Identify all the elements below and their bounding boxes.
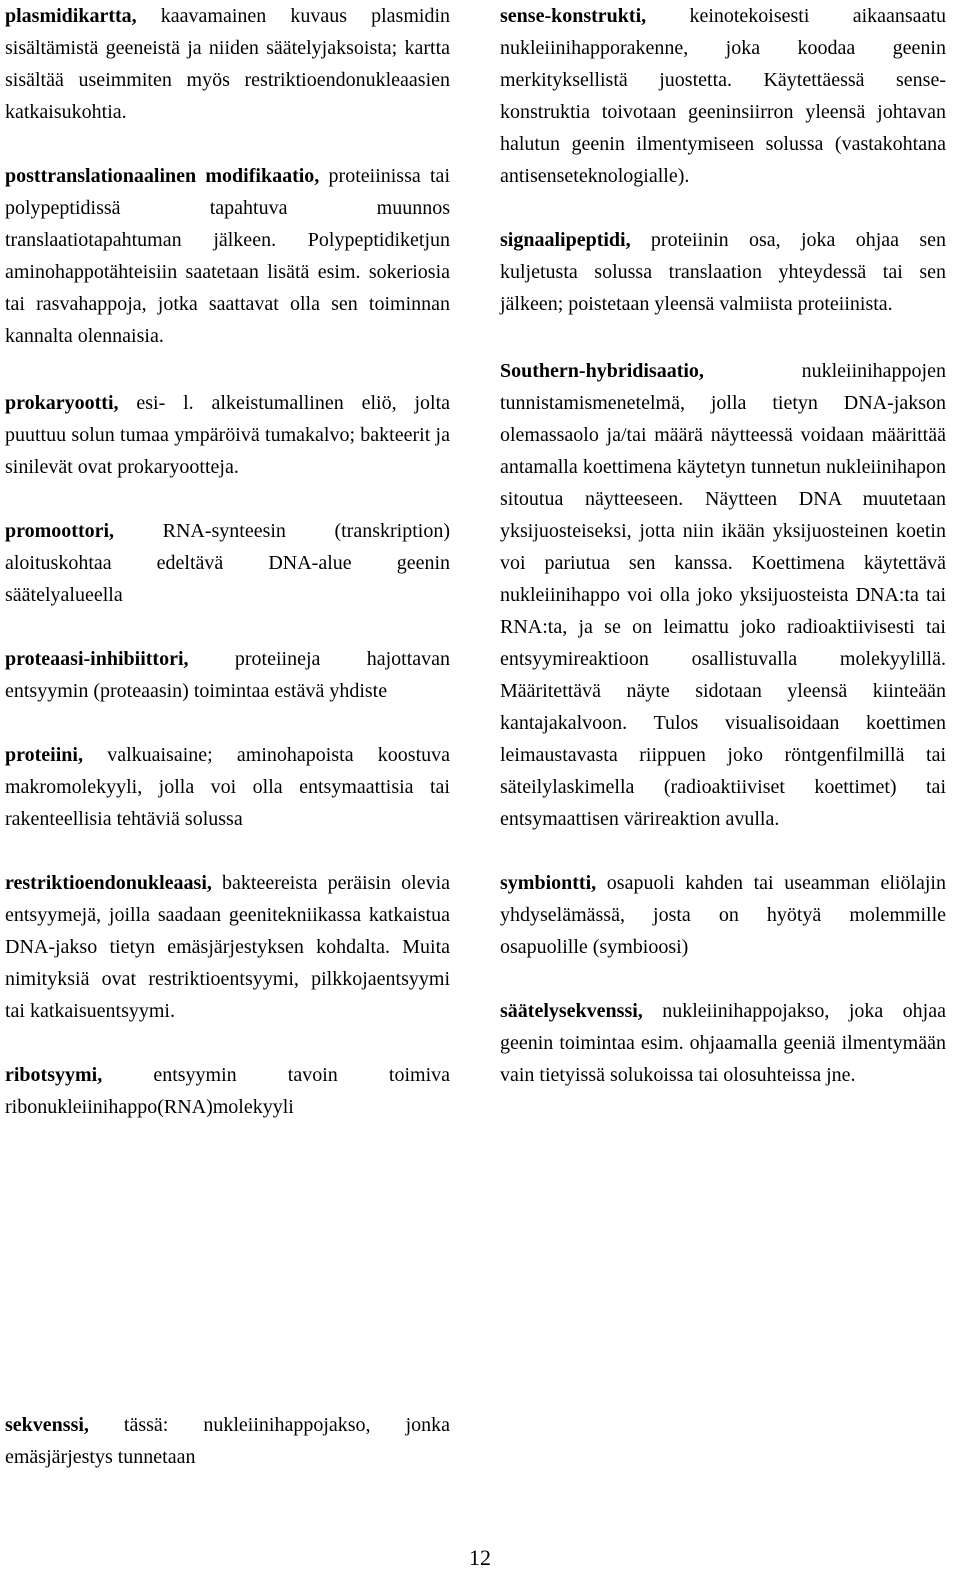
entry-definition: entsyymin tavoin toimiva ribonukleiinihappo(RNA)molekyyli (5, 1064, 450, 1118)
entry-definition: proteiinin osa, joka ohjaa sen kuljetusta solussa translaation yhteydessä tai sen jälkeen; poistetaan yleensä valmiista proteiinista. (500, 229, 946, 315)
entry-definition: proteiineja hajottavan entsyymin (proteaasin) toimintaa estävä yhdiste (5, 648, 450, 702)
glossary-entry-saatelysekvenssi (500, 995, 946, 1091)
entry-term: Southern-hybridisaatio, (500, 360, 704, 382)
left-column (5, 0, 451, 1468)
glossary-entry-sekvenssi (5, 1409, 450, 1473)
entry-term: posttranslationaalinen modifikaatio, (5, 165, 320, 187)
entry-definition: bakteereista peräisin olevia entsyymejä, joilla saadaan geenitekniikassa katkaistua DNA-jakso tietyn emäsjärjestyksen kohdalta. Muita nimityksiä ovat restriktioentsyymi, pilkkojaentsyymi tai katkaisuentsyymi. (5, 872, 450, 1022)
glossary-entry-ribotsyymi (5, 1059, 450, 1123)
glossary-entry-symbiontti (500, 867, 946, 963)
glossary-entry-signaalipeptidi (500, 224, 946, 320)
entry-definition: RNA-synteesin (transkription) aloituskohtaa edeltävä DNA-alue geenin säätelyalueella (5, 520, 450, 606)
entry-definition: esi- l. alkeistumallinen eliö, jolta puuttuu solun tumaa ympäröivä tumakalvo; bakteerit ja sinilevät ovat prokaryootteja. (5, 392, 450, 478)
glossary-entry-sense-konstrukti (500, 0, 946, 192)
glossary-entry-proteiini (5, 739, 450, 835)
entry-term: promoottori, (5, 520, 115, 542)
entry-term: restriktioendonukleaasi, (5, 872, 212, 894)
entry-term: proteaasi-inhibiittori, (5, 648, 189, 670)
entry-definition: proteiinissa tai polypeptidissä tapahtuva muunnos translaatiotapahtuman jälkeen. Polypeptidiketjun aminohappotähteisiin saatetaan lisätä esim. sokeriosia tai rasvahappoja, jotka saattavat olla sen toiminnan kannalta olennaisia. (5, 165, 450, 347)
entry-term: prokaryootti, (5, 392, 119, 414)
glossary-entry-promoottori (5, 515, 450, 611)
entry-term: sense-konstrukti, (500, 5, 647, 27)
entry-term: symbiontti, (500, 872, 597, 894)
glossary-entry-restriktioendonukleaasi (5, 867, 450, 1027)
entry-term: plasmidikartta, (5, 5, 137, 27)
entry-definition: valkuaisaine; aminohapoista koostuva makromolekyyli, jolla voi olla entsymaattisia tai rakenteellisia tehtäviä solussa (5, 744, 450, 830)
entry-definition: tässä: nukleiinihappojakso, jonka emäsjärjestys tunnetaan (5, 1414, 450, 1468)
entry-term: ribotsyymi, (5, 1064, 103, 1086)
entry-term: säätelysekvenssi, (500, 1000, 643, 1022)
glossary-entry-southern-hybridisaatio (500, 355, 946, 835)
entry-term: proteiini, (5, 744, 83, 766)
right-column (500, 0, 946, 1091)
entry-term: sekvenssi, (5, 1414, 89, 1436)
entry-term: signaalipeptidi, (500, 229, 631, 251)
entry-definition: keinotekoisesti aikaansaatu nukleiinihapporakenne, joka koodaa geenin merkityksellistä juostetta. Käytettäessä sense-konstruktia toivotaan geeninsiirron yleensä johtavan halutun geenin ilmentymiseen solussa (vastakohtana antisenseteknologialle). (500, 5, 946, 187)
glossary-entry-plasmidikartta (5, 0, 450, 128)
entry-definition: nukleiinihappojakso, joka ohjaa geenin toimintaa esim. ohjaamalla geeniä ilmentymään vain tietyissä solukoissa tai olosuhteissa jne. (500, 1000, 946, 1086)
glossary-entry-posttranslationaalinen-modifikaatio (5, 160, 450, 352)
page-number: 12 (469, 1545, 491, 1570)
entry-definition: osapuoli kahden tai useamman eliölajin yhdyselämässä, josta on hyötyä molemmille osapuolille (symbioosi) (500, 872, 946, 958)
glossary-entry-proteaasi-inhibiittori (5, 643, 450, 707)
entry-definition: kaavamainen kuvaus plasmidin sisältämistä geeneistä ja niiden säätelyjaksoista; kartta sisältää useimmiten myös restriktioendonukleaasien katkaisukohtia. (5, 5, 451, 123)
glossary-entry-prokaryootti (5, 387, 450, 483)
entry-definition: nukleiinihappojen tunnistamismenetelmä, jolla tietyn DNA-jakson olemassaolo ja/tai määrä näytteessä voidaan määrittää antamalla koettimena käytetyn tunnetun nukleiinihapon sitoutua näytteeseen. Näytteen DNA muutetaan yksijuosteiseksi, jotta niin ikään yksijuosteinen koetin voi pariutua sen kanssa. Koettimena käytettävä nukleiinihappo voi olla joko yksijuosteista DNA:ta tai RNA:ta, ja se on leimattu joko radioaktiivisesti tai entsyymireaktioon osallistuvalla molekyylillä. Määritettävä näyte sidotaan yleensä kiinteään kantajakalvoon. Tulos visualisoidaan koettimen leimaustavasta riippuen joko röntgenfilmillä tai säteilylaskimella (radioaktiiviset koettimet) tai entsymaattisen värireaktion avulla. (500, 360, 946, 830)
